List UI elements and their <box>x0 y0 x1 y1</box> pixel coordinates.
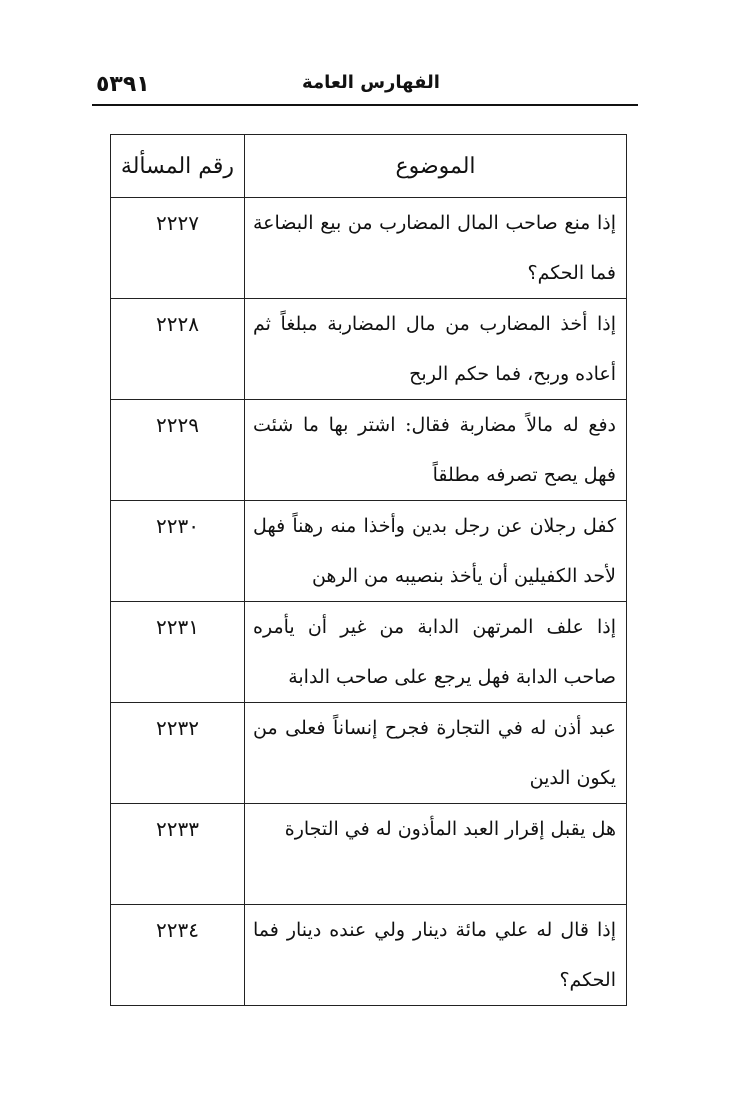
topic-cell: دفع له مالاً مضاربة فقال: اشتر بها ما شئت فهل يصح تصرفه مطلقاً <box>245 400 627 501</box>
column-header-topic: الموضوع <box>245 135 627 198</box>
number-cell: ٢٢٣٣ <box>111 804 245 905</box>
number-cell: ٢٢٣٠ <box>111 501 245 602</box>
number-cell: ٢٢٣٤ <box>111 905 245 1006</box>
running-title: الفهارس العامة <box>302 72 440 93</box>
number-cell: ٢٢٢٨ <box>111 299 245 400</box>
table-row <box>111 905 627 1006</box>
number-cell: ٢٢٣٢ <box>111 703 245 804</box>
topic-cell: إذا أخذ المضارب من مال المضاربة مبلغاً ثم أعاده وربح، فما حكم الربح <box>245 299 627 400</box>
topic-cell: كفل رجلان عن رجل بدين وأخذا منه رهناً فهل لأحد الكفيلين أن يأخذ بنصيبه من الرهن <box>245 501 627 602</box>
table-row <box>111 703 627 804</box>
topic-cell: عبد أذن له في التجارة فجرح إنساناً فعلى من يكون الدين <box>245 703 627 804</box>
header-rule <box>92 104 638 106</box>
table-header-row <box>111 135 627 198</box>
number-cell: ٢٢٣١ <box>111 602 245 703</box>
table-row <box>111 198 627 299</box>
index-table <box>110 134 627 1006</box>
topic-cell: إذا منع صاحب المال المضارب من بيع البضاعة فما الحكم؟ <box>245 198 627 299</box>
topic-cell: هل يقبل إقرار العبد المأذون له في التجارة <box>245 804 627 905</box>
table-row <box>111 501 627 602</box>
number-cell: ٢٢٢٧ <box>111 198 245 299</box>
table-row <box>111 602 627 703</box>
topic-cell: إذا قال له علي مائة دينار ولي عنده دينار فما الحكم؟ <box>245 905 627 1006</box>
page-number: ٥٣٩١ <box>96 72 150 97</box>
table-row <box>111 804 627 905</box>
number-cell: ٢٢٢٩ <box>111 400 245 501</box>
column-header-number: رقم المسألة <box>111 135 245 198</box>
topic-cell: إذا علف المرتهن الدابة من غير أن يأمره صاحب الدابة فهل يرجع على صاحب الدابة <box>245 602 627 703</box>
table-row <box>111 299 627 400</box>
table-row <box>111 400 627 501</box>
